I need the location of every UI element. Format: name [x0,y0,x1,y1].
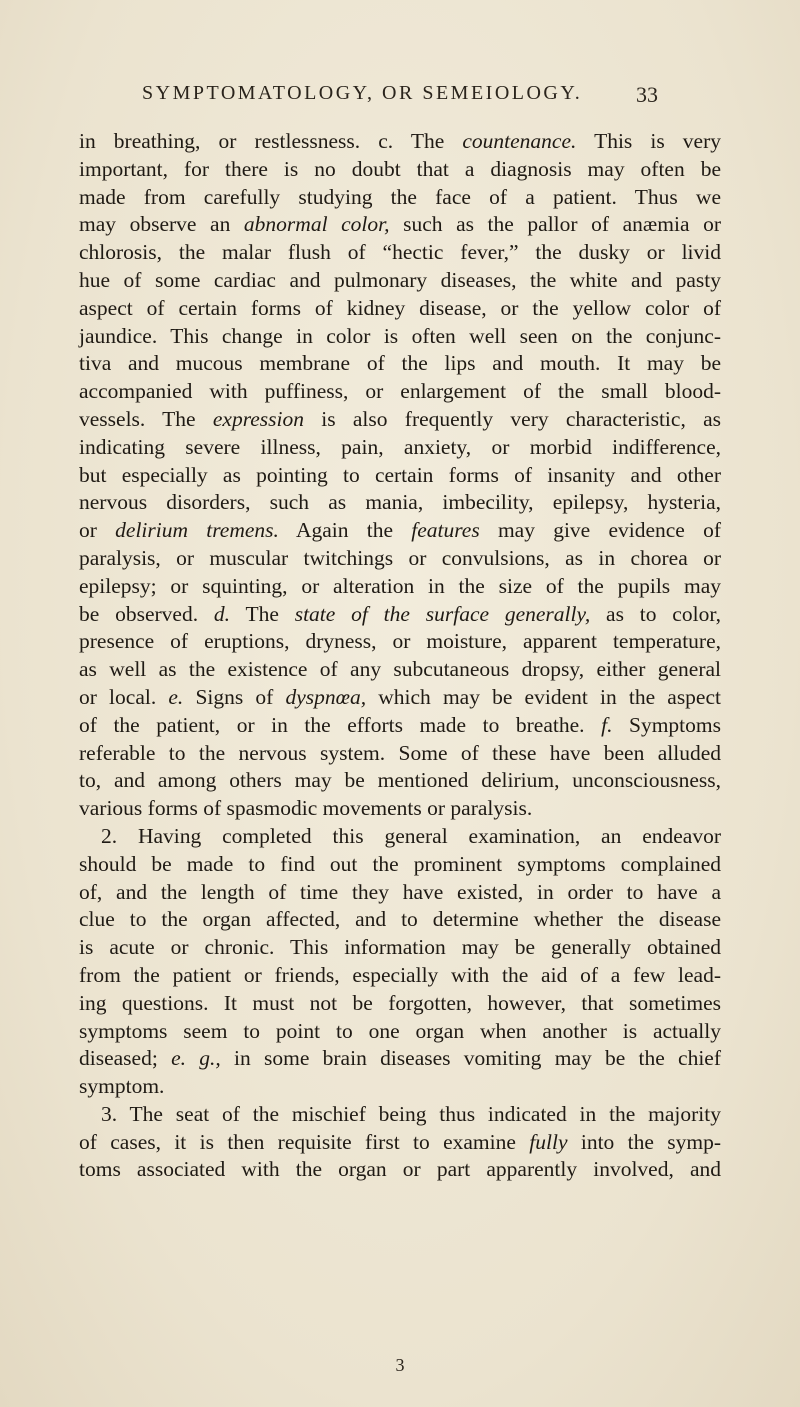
text-run: but especially as pointing to certain forms of insanity and other [79,462,721,487]
text-line [79,712,721,740]
text-run: as to color, [590,601,721,626]
text-run: symptom. [79,1074,165,1099]
text-run: The [230,601,295,626]
italic-text: e. [168,684,184,709]
text-line [79,489,721,517]
text-line [79,1156,721,1184]
text-line [79,211,721,239]
text-line [79,962,721,990]
text-run: of the patient, or in the efforts made to breathe. [79,712,602,737]
text-run: nervous disorders, such as mania, imbecility, epilepsy, hysteria, [79,490,721,515]
text-run: jaundice. This change in color is often well seen on the conjunc- [79,323,721,348]
text-run: aspect of certain forms of kidney disease, or the yellow color of [79,295,721,320]
text-run: hue of some cardiac and pulmonary diseases, the white and pasty [79,267,721,292]
text-run: Signs of [183,684,286,709]
text-run: which may be evident in the aspect [366,684,721,709]
page-number: 33 [636,82,658,107]
text-line [79,934,721,962]
text-run: be observed. [79,601,214,626]
text-run: of, and the length of time they have existed, in order to have a [79,879,721,904]
italic-text: expression [212,406,305,431]
text-line [79,879,721,907]
text-run: may observe an [79,212,244,237]
text-line [79,1018,721,1046]
text-line [79,601,721,629]
text-run: is acute or chronic. This information may be generally obtained [79,935,721,960]
italic-text: e. g., [171,1046,221,1071]
text-line [79,573,721,601]
text-line [79,128,721,156]
text-line [79,1073,721,1101]
text-run: or local. [79,684,169,709]
text-line [79,406,721,434]
text-line [79,1129,721,1157]
text-line [79,628,721,656]
text-line [79,517,721,545]
text-line [79,378,721,406]
italic-text: state of the surface generally, [294,601,591,626]
page-header [0,82,800,112]
text-run: paralysis, or muscular twitchings or convulsions, as in chorea or [79,545,721,570]
body-text [79,128,721,1184]
text-run: may give evidence of [479,518,721,543]
text-line [79,184,721,212]
text-line [79,795,721,823]
text-run: epilepsy; or squinting, or alteration in the size of the pupils may [79,573,721,598]
text-line [79,545,721,573]
text-line [79,267,721,295]
italic-text: abnormal color, [243,212,390,237]
text-line [79,1101,721,1129]
text-run: vessels. The [79,406,213,431]
italic-text: fully [529,1129,568,1154]
text-run: 2. Having completed this general examination, an endeavor [101,823,721,848]
running-title: SYMPTOMATOLOGY, OR SEMEIOLOGY. [142,82,583,104]
text-run: presence of eruptions, dryness, or moisture, apparent temperature, [79,629,721,654]
text-run: referable to the nervous system. Some of these have been alluded [79,740,721,765]
text-line [79,1045,721,1073]
text-run: as well as the existence of any subcutaneous dropsy, either general [79,657,721,682]
italic-text: features [411,518,480,543]
text-run: 3. The seat of the mischief being thus indicated in the majority [101,1101,721,1126]
italic-text: dyspnœa, [285,684,367,709]
text-line [79,323,721,351]
text-line [79,462,721,490]
text-run: various forms of spasmodic movements or paralysis. [79,796,533,821]
italic-text: delirium tremens. [115,518,279,543]
text-run: made from carefully studying the face of a patient. Thus we [79,184,721,209]
text-line [79,740,721,768]
text-run: Again the [278,518,412,543]
text-run: such as the pallor of anæmia or [389,212,721,237]
text-line [79,156,721,184]
text-line [79,684,721,712]
text-run: chlorosis, the malar flush of “hectic fever,” the dusky or livid [79,240,721,265]
text-run: tiva and mucous membrane of the lips and mouth. It may be [79,351,721,376]
text-line [79,823,721,851]
text-run: is also frequently very characteristic, as [304,406,721,431]
text-run: accompanied with puffiness, or enlargement of the small blood- [79,379,721,404]
text-run: clue to the organ affected, and to determine whether the disease [79,907,721,932]
text-line [79,851,721,879]
text-run: to, and among others may be mentioned delirium, unconsciousness, [79,768,721,793]
text-line [79,350,721,378]
text-run: into the symp- [567,1129,721,1154]
signature-mark: 3 [395,1355,405,1375]
text-line [79,434,721,462]
text-run: diseased; [79,1046,172,1071]
text-run: from the patient or friends, especially with the aid of a few lead- [79,962,721,987]
text-run: of cases, it is then requisite first to examine [79,1129,530,1154]
text-run: symptoms seem to point to one organ when another is actually [79,1018,721,1043]
text-run: or [79,518,116,543]
text-line [79,656,721,684]
text-line [79,767,721,795]
text-run: important, for there is no doubt that a diagnosis may often be [79,156,721,181]
italic-text: f. [601,712,613,737]
text-run: in breathing, or restlessness. c. The [79,129,463,153]
text-run: Symptoms [612,712,721,737]
text-line [79,906,721,934]
text-line [79,990,721,1018]
italic-text: d. [213,601,231,626]
text-run: ing questions. It must not be forgotten, however, that sometimes [79,990,721,1015]
text-line [79,295,721,323]
text-run: indicating severe illness, pain, anxiety, or morbid indifference, [79,434,721,459]
text-run: This is very [576,129,721,153]
italic-text: countenance. [462,129,577,153]
text-run: toms associated with the organ or part apparently involved, and [79,1157,721,1182]
text-run: should be made to find out the prominent symptoms complained [79,851,721,876]
text-run: in some brain diseases vomiting may be the chief [220,1046,722,1071]
text-line [79,239,721,267]
